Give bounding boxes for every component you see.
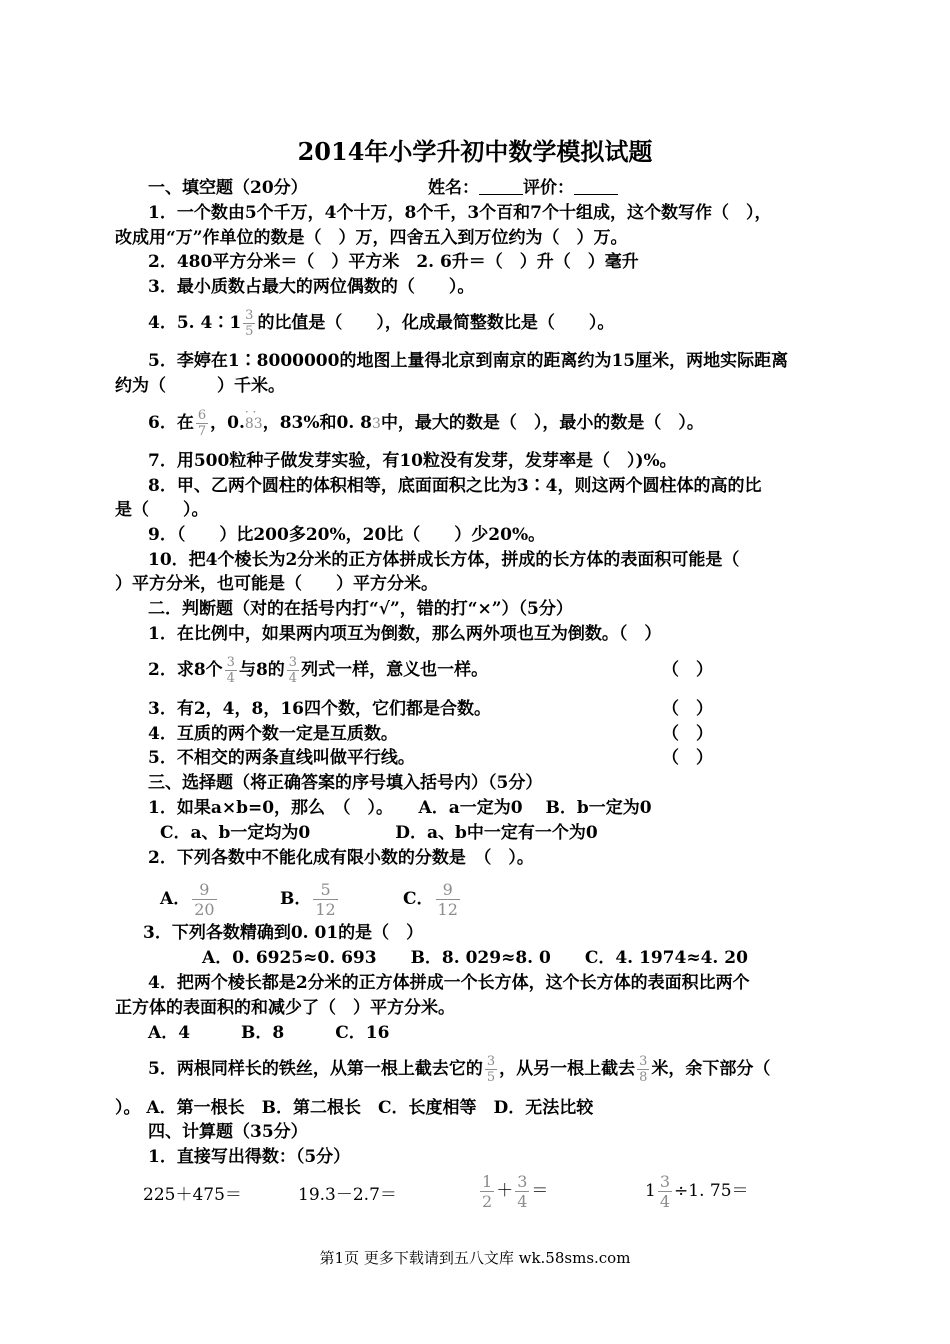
judge-q4-paren[interactable]: （ ）	[662, 724, 713, 744]
choice-q2: 2．下列各数中不能化成有限小数的分数是 （ ）。	[148, 848, 534, 868]
judge-q4: 4．互质的两个数一定是互质数。	[148, 724, 398, 744]
section-judge-heading: 二．判断题（对的在括号内打“√”，错的打“×”）（5分）	[148, 599, 573, 619]
fraction: $\frac{9}{20}$	[194, 880, 215, 919]
fraction: $\frac{9}{12}$	[437, 880, 458, 919]
calc-expr-2: 19.3－2.7＝	[298, 1185, 397, 1205]
fill-q8-line1: 8．甲、乙两个圆柱的体积相等，底面面积之比为3∶4，则这两个圆柱体的高的比	[148, 476, 762, 496]
fraction: $\frac{3}{4}$	[226, 655, 235, 686]
repeating-digits: · · 83	[245, 412, 263, 436]
fill-q2: 2．480平方分米＝（ ）平方米 2. 6升＝（ ）升（ ）毫升	[148, 252, 639, 272]
section-calc-heading: 四、计算题（35分）	[148, 1122, 308, 1142]
fraction: $\frac{3}{5}$	[486, 1054, 496, 1085]
fill-q3: 3．最小质数占最大的两位偶数的（ ）。	[148, 277, 475, 297]
calc-expr-1: 225＋475＝	[143, 1185, 242, 1205]
fill-q5-line2: 约为（ ）千米。	[115, 376, 285, 396]
choice-q1-options: C．a、b一定均为0 D．a、b中一定有一个为0	[160, 823, 598, 843]
fill-q1-line1: 1．一个数由5个千万，4个十万，8个千，3个百和7个十组成，这个数写作（ ），	[148, 203, 772, 223]
fill-q8-line2: 是（ ）。	[115, 500, 209, 520]
choice-q4-line1: 4．把两个棱长都是2分米的正方体拼成一个长方体，这个长方体的表面积比两个	[148, 973, 750, 993]
fraction: $\frac{3}{4}$	[517, 1172, 528, 1211]
name-label: 姓名：	[428, 178, 479, 198]
fill-q9: 9．（ ）比200多20%，20比（ ）少20%。	[148, 525, 546, 545]
calc-expr-3: $\frac{1}{2}$ ＋ $\frac{3}{4}$ ＝	[482, 1172, 549, 1211]
fraction: $\frac{5}{12}$	[315, 880, 336, 919]
fraction: $\frac{3}{4}$	[659, 1172, 671, 1211]
judge-q1: 1．在比例中，如果两内项互为倒数，那么两外项也互为倒数。（ ）	[148, 624, 662, 644]
judge-q5: 5．不相交的两条直线叫做平行线。	[148, 748, 415, 768]
choice-q2-option-a: A． $\frac{9}{20}$	[160, 880, 215, 919]
calc-expr-4: 1 $\frac{3}{4}$ ÷1. 75＝	[645, 1172, 749, 1211]
judge-q3: 3．有2，4，8，16四个数，它们都是合数。	[148, 699, 491, 719]
section-choice-heading: 三、选择题（将正确答案的序号填入括号内）（5分）	[148, 773, 543, 793]
choice-q4-line2: 正方体的表面积的和减少了（ ）平方分米。	[115, 998, 455, 1018]
choice-q5: 5．两根同样长的铁丝，从第一根上截去它的 $\frac{3}{5}$ ，从另一根上截去 $\frac{3}{8}$ 米，余下部分（	[148, 1054, 771, 1085]
score-blank[interactable]	[574, 176, 618, 195]
section-fill-heading: 一、填空题（20分）	[148, 178, 308, 198]
choice-q2-option-c: C． $\frac{9}{12}$	[403, 880, 458, 919]
choice-q2-option-b: B． $\frac{5}{12}$	[280, 880, 336, 919]
score-label: 评价：	[523, 178, 574, 198]
fraction: $\frac{6}{7}$	[197, 408, 207, 439]
choice-q1: 1．如果a×b=0，那么 （ ）。 A．a一定为0 B．b一定为0	[148, 798, 652, 818]
fill-q10-line2: ）平方分米，也可能是（ ）平方分米。	[115, 574, 438, 594]
fill-q6: 6．在 $\frac{6}{7}$ ，0.· · 83，83%和0. 83中，最大的数是（ ），最小的数是（ ）。	[148, 408, 704, 439]
fill-q5-line1: 5．李婷在1∶8000000的地图上量得北京到南京的距离约为15厘米，两地实际距离	[148, 351, 789, 371]
judge-q2-paren[interactable]: （ ）	[662, 660, 713, 680]
fill-q1-line2: 改成用“万”作单位的数是（ ）万，四舍五入到万位约为（ ）万。	[115, 228, 628, 248]
fill-q4: 4．5. 4∶1 $\frac{3}{5}$ 的比值是（ ），化成最简整数比是（ ）。	[148, 308, 615, 339]
page-footer: 第1页 更多下载请到五八文库 wk.58sms.com	[319, 1249, 631, 1267]
repeating-digit: 3	[372, 416, 381, 432]
fraction: $\frac{3}{5}$	[245, 308, 254, 339]
choice-q3: 3．下列各数精确到0. 01的是（ ）	[143, 923, 424, 943]
choice-q5-options: ）。 A．第一根长 B．第二根长 C．长度相等 D．无法比较	[115, 1098, 594, 1118]
choice-q3-options: A．0. 6925≈0. 693 B．8. 029≈8. 0 C．4. 1974≈4. 20	[202, 948, 748, 968]
page-title: 2014年小学升初中数学模拟试题	[297, 137, 653, 166]
name-score-row	[428, 176, 618, 200]
fill-q10-line1: 10．把4个棱长为2分米的正方体拼成长方体，拼成的长方体的表面积可能是（	[148, 550, 740, 570]
judge-q3-paren[interactable]: （ ）	[662, 699, 713, 719]
fraction: $\frac{1}{2}$	[482, 1172, 493, 1211]
fill-q7: 7．用500粒种子做发芽实验，有10粒没有发芽，发芽率是（ ）)%。	[148, 451, 677, 471]
judge-q5-paren[interactable]: （ ）	[662, 748, 713, 768]
fraction: $\frac{3}{8}$	[639, 1054, 648, 1085]
choice-q4-options: A．4 B．8 C．16	[148, 1023, 390, 1043]
calc-sub1: 1．直接写出得数：（5分）	[148, 1147, 351, 1167]
fraction: $\frac{3}{4}$	[288, 655, 298, 686]
name-blank[interactable]	[479, 176, 523, 195]
judge-q2: 2．求8个 $\frac{3}{4}$ 与8的 $\frac{3}{4}$ 列式一样，意义也一样。	[148, 655, 489, 686]
